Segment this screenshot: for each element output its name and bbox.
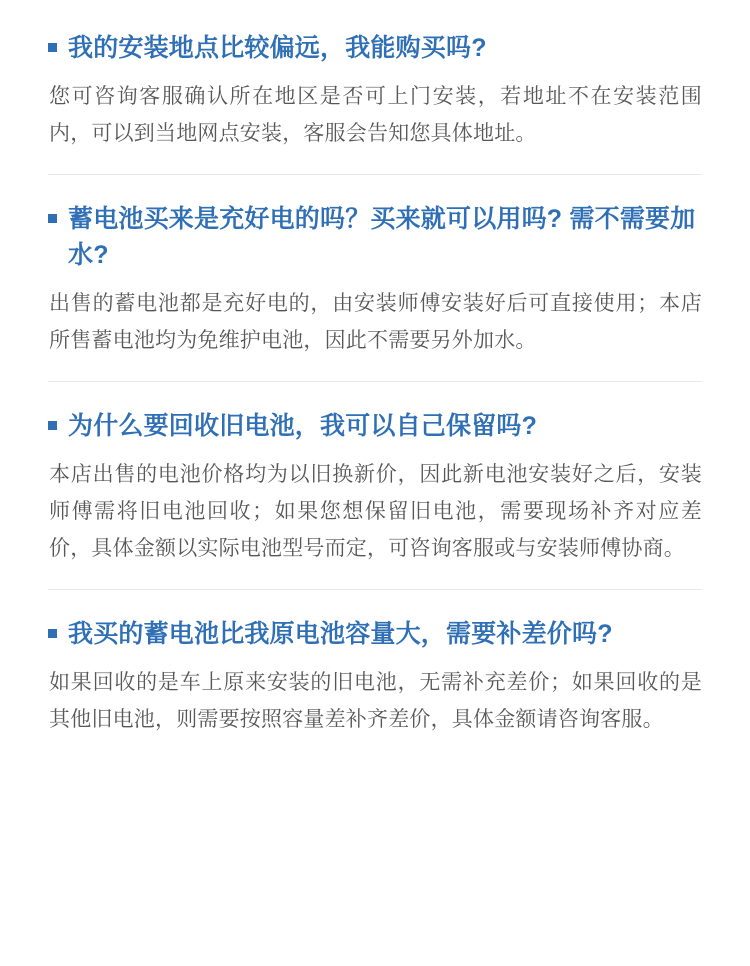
faq-list: [48, 0, 702, 760]
faq-item: [48, 174, 702, 381]
faq-item: [48, 14, 702, 174]
square-bullet-icon: [48, 421, 57, 430]
faq-question-row: [48, 616, 702, 652]
faq-question: 我买的蓄电池比我原电池容量大，需要补差价吗?: [68, 620, 613, 648]
faq-question-row: [48, 201, 702, 273]
faq-answer: 本店出售的电池价格均为以旧换新价，因此新电池安装好之后，安装师傅需将旧电池回收；如果您想保留旧电池，需要现场补齐对应差价，具体金额以实际电池型号而定，可咨询客服或与安装师傅协商。: [49, 463, 702, 560]
faq-answer: 您可咨询客服确认所在地区是否可上门安装，若地址不在安装范围内，可以到当地网点安装，客服会告知您具体地址。: [49, 85, 702, 145]
faq-question: 为什么要回收旧电池，我可以自己保留吗?: [68, 412, 538, 440]
faq-item: [48, 381, 702, 589]
faq-item: [48, 589, 702, 760]
faq-question: 蓄电池买来是充好电的吗？买来就可以用吗? 需不需要加水?: [68, 205, 696, 269]
square-bullet-icon: [48, 629, 57, 638]
bottom-spacer: [48, 760, 702, 776]
square-bullet-icon: [48, 43, 57, 52]
faq-answer: 出售的蓄电池都是充好电的，由安装师傅安装好后可直接使用；本店所售蓄电池均为免维护电池，因此不需要另外加水。: [49, 292, 702, 352]
faq-question-row: [48, 408, 702, 444]
faq-question-row: [48, 30, 702, 66]
faq-question: 我的安装地点比较偏远，我能购买吗?: [68, 34, 487, 62]
faq-answer: 如果回收的是车上原来安装的旧电池，无需补充差价；如果回收的是其他旧电池，则需要按照容量差补齐差价，具体金额请咨询客服。: [49, 671, 702, 731]
square-bullet-icon: [48, 214, 57, 223]
